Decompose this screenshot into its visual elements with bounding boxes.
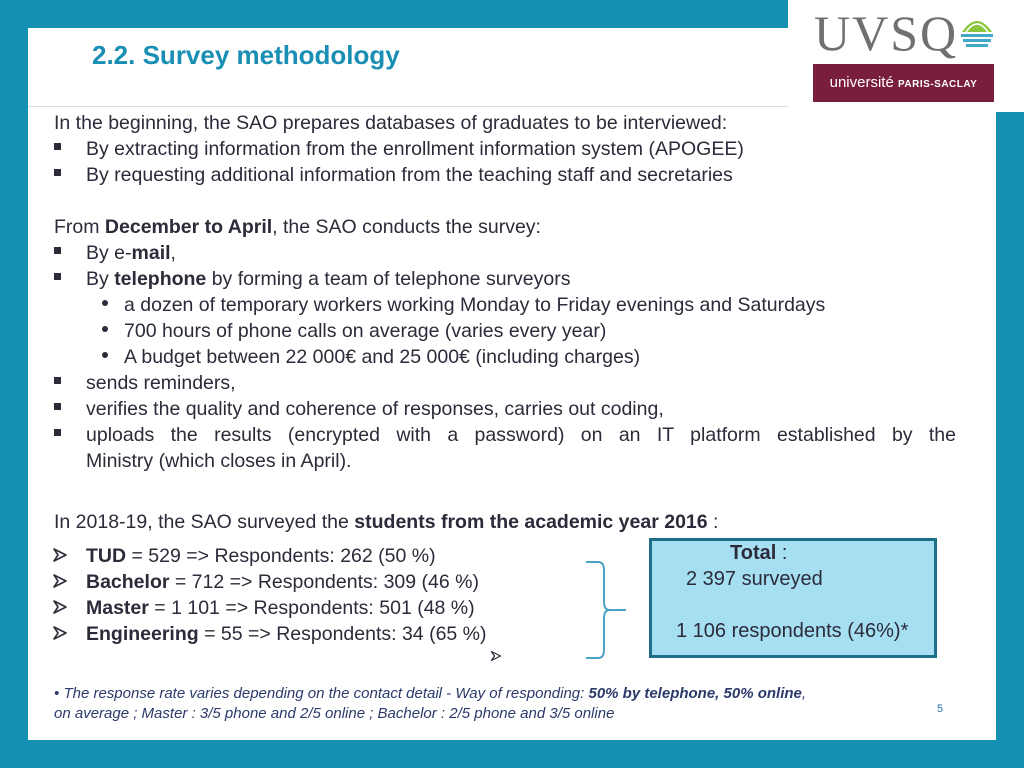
square-bullet-icon xyxy=(54,273,61,280)
result-row-master: Master = 1 101 => Respondents: 501 (48 %) xyxy=(86,597,475,619)
dot-bullet-icon xyxy=(102,352,108,358)
result-row-bachelor: Bachelor = 712 => Respondents: 309 (46 %) xyxy=(86,571,479,593)
telephone-sub-bullet-2: 700 hours of phone calls on average (varies every year) xyxy=(124,320,607,342)
uvsq-logo: UVSQ xyxy=(814,5,959,61)
email-bullet: By e-mail, xyxy=(86,242,176,264)
result-row-tud: TUD = 529 => Respondents: 262 (50 %) xyxy=(86,545,436,567)
footnote-line-1: • The response rate varies depending on the contact detail - Way of responding: 50% by telephone, 50% online, xyxy=(54,685,807,702)
total-surveyed: 2 397 surveyed xyxy=(686,568,823,590)
upload-bullet-line-1: uploads the results (encrypted with a password) on an IT platform established by the xyxy=(86,424,956,446)
square-bullet-icon xyxy=(54,143,61,150)
results-intro: In 2018-19, the SAO surveyed the students from the academic year 2016 : xyxy=(54,511,719,533)
telephone-sub-bullet-1: a dozen of temporary workers working Monday to Friday evenings and Saturdays xyxy=(124,294,826,316)
intro-bullet-2: By requesting additional information from the teaching staff and secretaries xyxy=(86,164,733,186)
arrow-bullet-icon xyxy=(52,547,68,563)
intro-bullet-1: By extracting information from the enrollment information system (APOGEE) xyxy=(86,138,744,160)
arrow-bullet-icon xyxy=(490,650,502,662)
square-bullet-icon xyxy=(54,377,61,384)
arrow-bullet-icon xyxy=(52,599,68,615)
uvsq-leaf-icon xyxy=(958,8,996,54)
telephone-sub-bullet-3: A budget between 22 000€ and 25 000€ (including charges) xyxy=(124,346,641,368)
square-bullet-icon xyxy=(54,403,61,410)
page-number: 5 xyxy=(937,703,944,715)
square-bullet-icon xyxy=(54,247,61,254)
grouping-brace xyxy=(584,560,628,662)
dot-bullet-icon xyxy=(102,326,108,332)
paris-saclay-logo xyxy=(813,64,994,102)
telephone-bullet: By telephone by forming a team of telephone surveyors xyxy=(86,268,571,290)
upload-bullet-line-2: Ministry (which closes in April). xyxy=(86,450,352,472)
survey-period-text: From December to April, the SAO conducts the survey: xyxy=(54,216,541,238)
paris-saclay-logo-small: PARIS-SACLAY xyxy=(898,79,978,90)
intro-text: In the beginning, the SAO prepares databases of graduates to be interviewed: xyxy=(54,112,728,134)
dot-bullet-icon xyxy=(102,300,108,306)
paris-saclay-logo-main: université xyxy=(829,74,894,91)
arrow-bullet-icon xyxy=(52,625,68,641)
total-respondents: 1 106 respondents (46%)* xyxy=(676,620,909,642)
reminders-bullet: sends reminders, xyxy=(86,372,236,394)
footnote-line-2: on average ; Master : 3/5 phone and 2/5 online ; Bachelor : 2/5 phone and 3/5 online xyxy=(54,705,615,722)
square-bullet-icon xyxy=(54,169,61,176)
total-label: Total : xyxy=(730,542,788,564)
page-title: 2.2. Survey methodology xyxy=(92,40,400,70)
arrow-bullet-icon xyxy=(52,573,68,589)
result-row-engineering: Engineering = 55 => Respondents: 34 (65 %) xyxy=(86,623,487,645)
title-divider xyxy=(28,106,788,107)
square-bullet-icon xyxy=(54,429,61,436)
quality-bullet: verifies the quality and coherence of responses, carries out coding, xyxy=(86,398,664,420)
